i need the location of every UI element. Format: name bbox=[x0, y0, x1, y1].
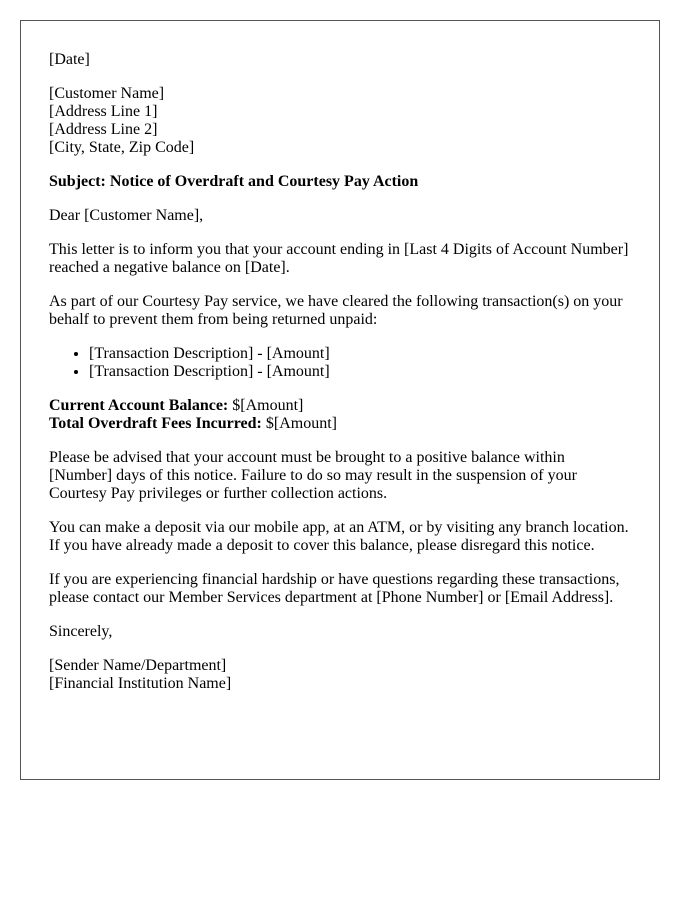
letter-paragraph-deadline: Please be advised that your account must be brought to a positive balance within [Number] days of this notice. Failure to do so may result in the suspension of your Courtesy Pay privileges or further collection actions. bbox=[49, 449, 577, 502]
transaction-item: • [Transaction Description] - [Amount] bbox=[89, 363, 631, 381]
letter-paragraph-contact: If you are experiencing financial hardship or have questions regarding these transactions, please contact our Member Services department at [Phone Number] or [Email Address]. bbox=[49, 571, 620, 606]
current-balance-label: Current Account Balance: bbox=[49, 397, 229, 414]
sender-name-department: [Sender Name/Department] bbox=[49, 657, 227, 674]
letter-signoff: Sincerely, bbox=[49, 623, 113, 640]
letter-paragraph-courtesy-pay: As part of our Courtesy Pay service, we have cleared the following transaction(s) on your behalf to prevent them from being returned unpaid: bbox=[49, 293, 623, 328]
letter-paragraph-deposit: You can make a deposit via our mobile app, at an ATM, or by visiting any branch location. If you have already made a deposit to cover this balance, please disregard this notice. bbox=[49, 519, 629, 554]
overdraft-fees-label: Total Overdraft Fees Incurred: bbox=[49, 415, 262, 432]
letter-date: [Date] bbox=[49, 51, 90, 68]
recipient-address-line-1: [Address Line 1] bbox=[49, 103, 158, 120]
letter-subject: Subject: Notice of Overdraft and Courtesy Pay Action bbox=[49, 173, 419, 190]
recipient-address-block bbox=[49, 85, 631, 157]
letter-salutation: Dear [Customer Name], bbox=[49, 207, 204, 224]
overdraft-fees-line bbox=[49, 415, 631, 433]
sender-institution: [Financial Institution Name] bbox=[49, 675, 232, 692]
transaction-item: • [Transaction Description] - [Amount] bbox=[89, 345, 631, 363]
balance-summary bbox=[49, 397, 631, 433]
recipient-address-line-2: [Address Line 2] bbox=[49, 121, 158, 138]
sender-block bbox=[49, 657, 631, 693]
recipient-city-state-zip: [City, State, Zip Code] bbox=[49, 139, 195, 156]
recipient-name: [Customer Name] bbox=[49, 85, 165, 102]
overdraft-fees-value: $[Amount] bbox=[261, 415, 337, 432]
letter-document bbox=[20, 20, 660, 780]
current-balance-line bbox=[49, 397, 631, 415]
transaction-list bbox=[49, 345, 631, 381]
current-balance-value: $[Amount] bbox=[228, 397, 304, 414]
letter-paragraph-intro: This letter is to inform you that your account ending in [Last 4 Digits of Account Number] reached a negative balance on [Date]. bbox=[49, 241, 629, 276]
